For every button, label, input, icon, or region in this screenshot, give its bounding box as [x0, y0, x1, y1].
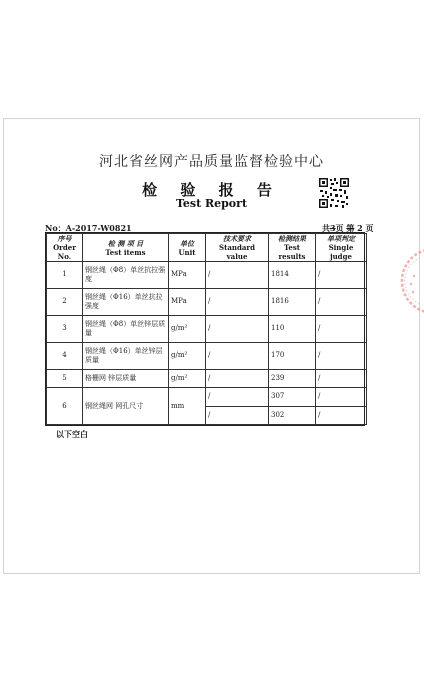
page-count-middle: 页 [335, 223, 347, 233]
cell-standard: / [206, 342, 269, 369]
cell-unit: MPa [169, 262, 206, 289]
cell-item: 钢丝绳（Φ8）单丝锌层质量 [83, 315, 169, 342]
header-order: 序号 Order No. [47, 234, 83, 262]
page-count-total: 3 [330, 223, 336, 233]
report-page [3, 118, 420, 574]
table-row [47, 315, 367, 342]
cell-unit: g/m² [169, 342, 206, 369]
cell-unit: MPa [169, 288, 206, 315]
cell-standard: / [206, 315, 269, 342]
table-row [47, 342, 367, 369]
table-row [47, 262, 367, 289]
cell-result: 1814 [269, 262, 316, 289]
report-number: No：A-2017-W0821 [45, 223, 132, 233]
cell-order: 3 [47, 315, 83, 342]
qr-code-icon [318, 177, 350, 209]
cell-result: 1816 [269, 288, 316, 315]
report-title-cn: 检 验 报 告 [142, 181, 281, 199]
page-count-prefix: 共 [322, 223, 330, 233]
cell-item: 钢丝绳（Φ16）单丝抗拉强度 [83, 288, 169, 315]
cell-order: 5 [47, 369, 83, 387]
header-unit: 单位 Unit [169, 234, 206, 262]
cell-standard: / [206, 288, 269, 315]
cell-judge: / [316, 262, 367, 289]
table-row [47, 369, 367, 387]
cell-result: 239 [269, 369, 316, 387]
header-judge: 单项判定 Single judge [316, 234, 367, 262]
table-header-row [47, 234, 367, 262]
cell-result: 302 [269, 406, 316, 424]
cell-order: 2 [47, 288, 83, 315]
cell-item: 格栅网 锌层质量 [83, 369, 169, 387]
cell-unit: mm [169, 388, 206, 425]
report-title-en: Test Report [175, 197, 248, 210]
cell-result: 110 [269, 315, 316, 342]
cell-order: 6 [47, 388, 83, 425]
cell-unit: g/m² [169, 369, 206, 387]
cell-result: 170 [269, 342, 316, 369]
cell-judge: / [316, 315, 367, 342]
cell-judge: / [316, 406, 367, 424]
cell-judge: / [316, 342, 367, 369]
cell-standard: / [206, 262, 269, 289]
header-results: 检测结果 Test results [269, 234, 316, 262]
cell-standard: / [206, 406, 269, 424]
cell-judge: / [316, 369, 367, 387]
cell-item: 钢丝绳（Φ8）单丝抗拉强度 [83, 262, 169, 289]
cell-result: 307 [269, 388, 316, 406]
cell-item: 钢丝绳（Φ16）单丝锌层质量 [83, 342, 169, 369]
institution-name: 河北省丝网产品质量监督检验中心 [99, 154, 324, 170]
official-seal-stamp [380, 246, 424, 316]
page-count-current-label: 第 [346, 223, 355, 233]
cell-judge: / [316, 288, 367, 315]
cell-order: 1 [47, 262, 83, 289]
cell-order: 4 [47, 342, 83, 369]
header-standard: 技术要求 Standard value [206, 234, 269, 262]
cell-standard: / [206, 388, 269, 406]
results-table [45, 232, 365, 426]
page-count-current: 2 页 [354, 223, 374, 233]
cell-item: 钢丝绳网 网孔尺寸 [83, 388, 169, 425]
header-items: 检 测 项 目 Test items [83, 234, 169, 262]
blank-below-note: 以下空白 [56, 429, 88, 439]
table-row [47, 388, 367, 406]
cell-unit: g/m² [169, 315, 206, 342]
table-row [47, 288, 367, 315]
cell-judge: / [316, 388, 367, 406]
cell-standard: / [206, 369, 269, 387]
